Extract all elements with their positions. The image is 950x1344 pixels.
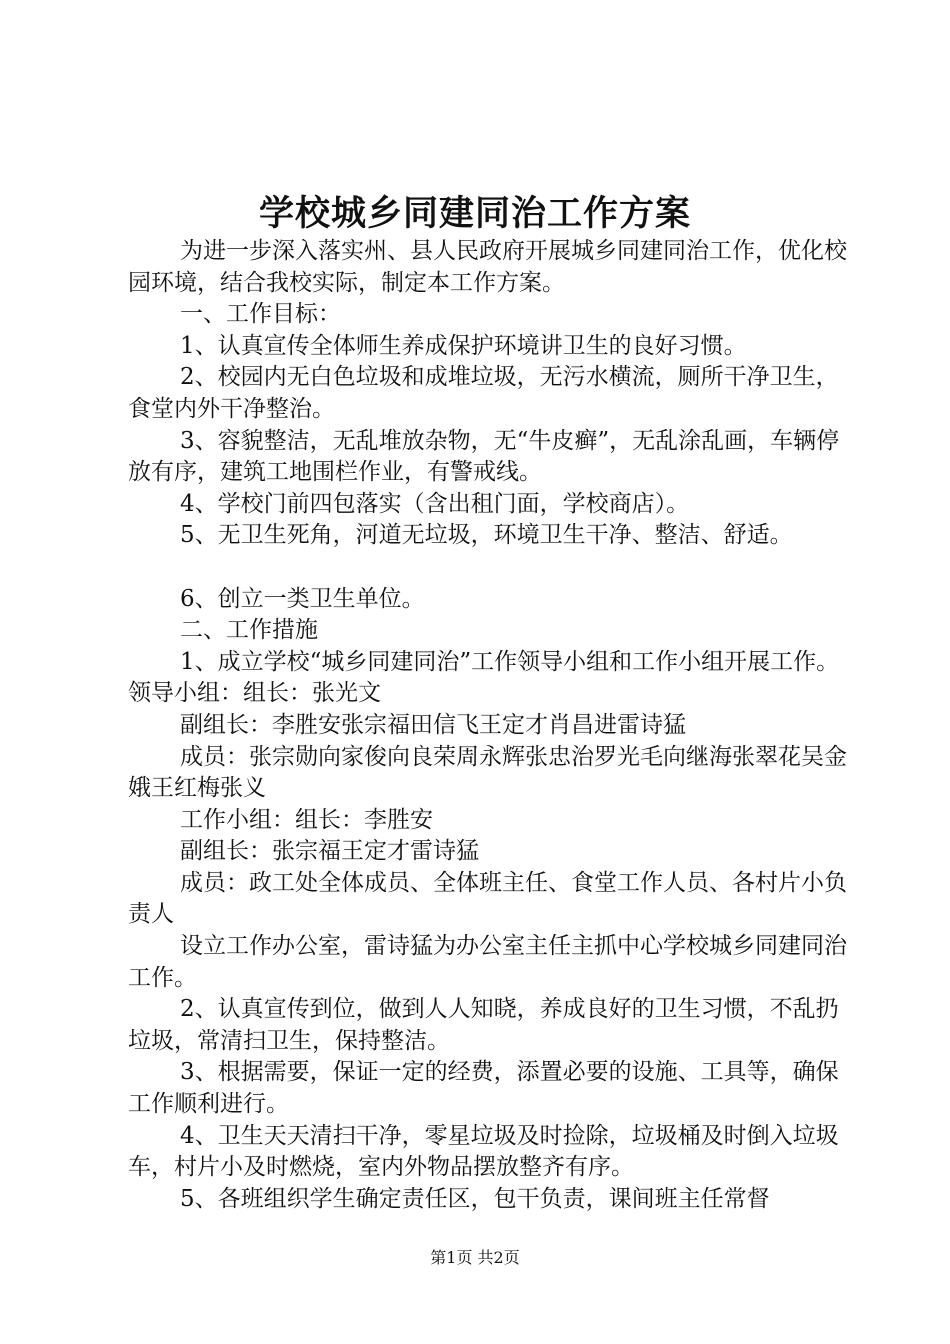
goal-item: 6、创立一类卫生单位。: [180, 585, 425, 612]
document-title: 学校城乡同建同治工作方案: [258, 194, 691, 234]
work-group-deputies: 副组长：张宗福王定才雷诗猛: [180, 838, 479, 865]
goal-item: 2、校园内无白色垃圾和成堆垃圾，无污水横流，厕所干净卫生，食堂内外干净整治。: [128, 364, 839, 422]
measure-item: 1、成立学校“城乡同建同治”工作领导小组和工作小组开展工作。领导小组：组长：张光文: [128, 648, 840, 707]
goal-item: 3、容貌整洁，无乱堆放杂物，无“牛皮癣”，无乱涂乱画，车辆停放有序，建筑工地围栏作业，有警戒线。: [128, 427, 840, 486]
heading-goals: 一、工作目标：: [180, 301, 341, 328]
leader-deputies: 副组长：李胜安张宗福田信飞王定才肖昌进雷诗猛: [180, 711, 686, 738]
goal-item: 5、无卫生死角，河道无垃圾，环境卫生干净、整洁、舒适。: [180, 522, 793, 549]
leader-members: 成员：张宗勋向家俊向良荣周永辉张忠治罗光毛向继海张翠花吴金娥王红梅张义: [128, 743, 847, 802]
measure-item: 4、卫生天天清扫干净，零星垃圾及时捡除，垃圾桶及时倒入垃圾车，村片小及时燃烧，室内外物品摆放整齐有序。: [128, 1122, 839, 1181]
document-body: [128, 236, 848, 1215]
goal-item: 1、认真宣传全体师生养成保护环境讲卫生的良好习惯。: [180, 332, 747, 359]
measure-item: 3、根据需要，保证一定的经费，添置必要的设施、工具等，确保工作顺利进行。: [128, 1059, 839, 1118]
measure-item: 2、认真宣传到位，做到人人知晓，养成良好的卫生习惯，不乱扔垃圾，常清扫卫生，保持整洁。: [128, 996, 839, 1054]
paragraph-intro: 为进一步深入落实州、县人民政府开展城乡同建同治工作，优化校园环境，结合我校实际，制定本工作方案。: [128, 238, 847, 296]
blank-line: [128, 552, 848, 584]
measure-item: 5、各班组织学生确定责任区，包干负责，课间班主任常督: [180, 1185, 770, 1212]
goal-item: 4、学校门前四包落实（含出租门面，学校商店）。: [180, 490, 690, 517]
page-footer: 第1页 共2页: [430, 1248, 520, 1267]
office-setup: 设立工作办公室，雷诗猛为办公室主任主抓中心学校城乡同建同治工作。: [128, 933, 847, 991]
work-group-leader: 工作小组：组长：李胜安: [180, 806, 433, 833]
work-group-members: 成员：政工处全体成员、全体班主任、食堂工作人员、各村片小负责人: [128, 869, 847, 928]
heading-measures: 二、工作措施: [180, 617, 318, 644]
